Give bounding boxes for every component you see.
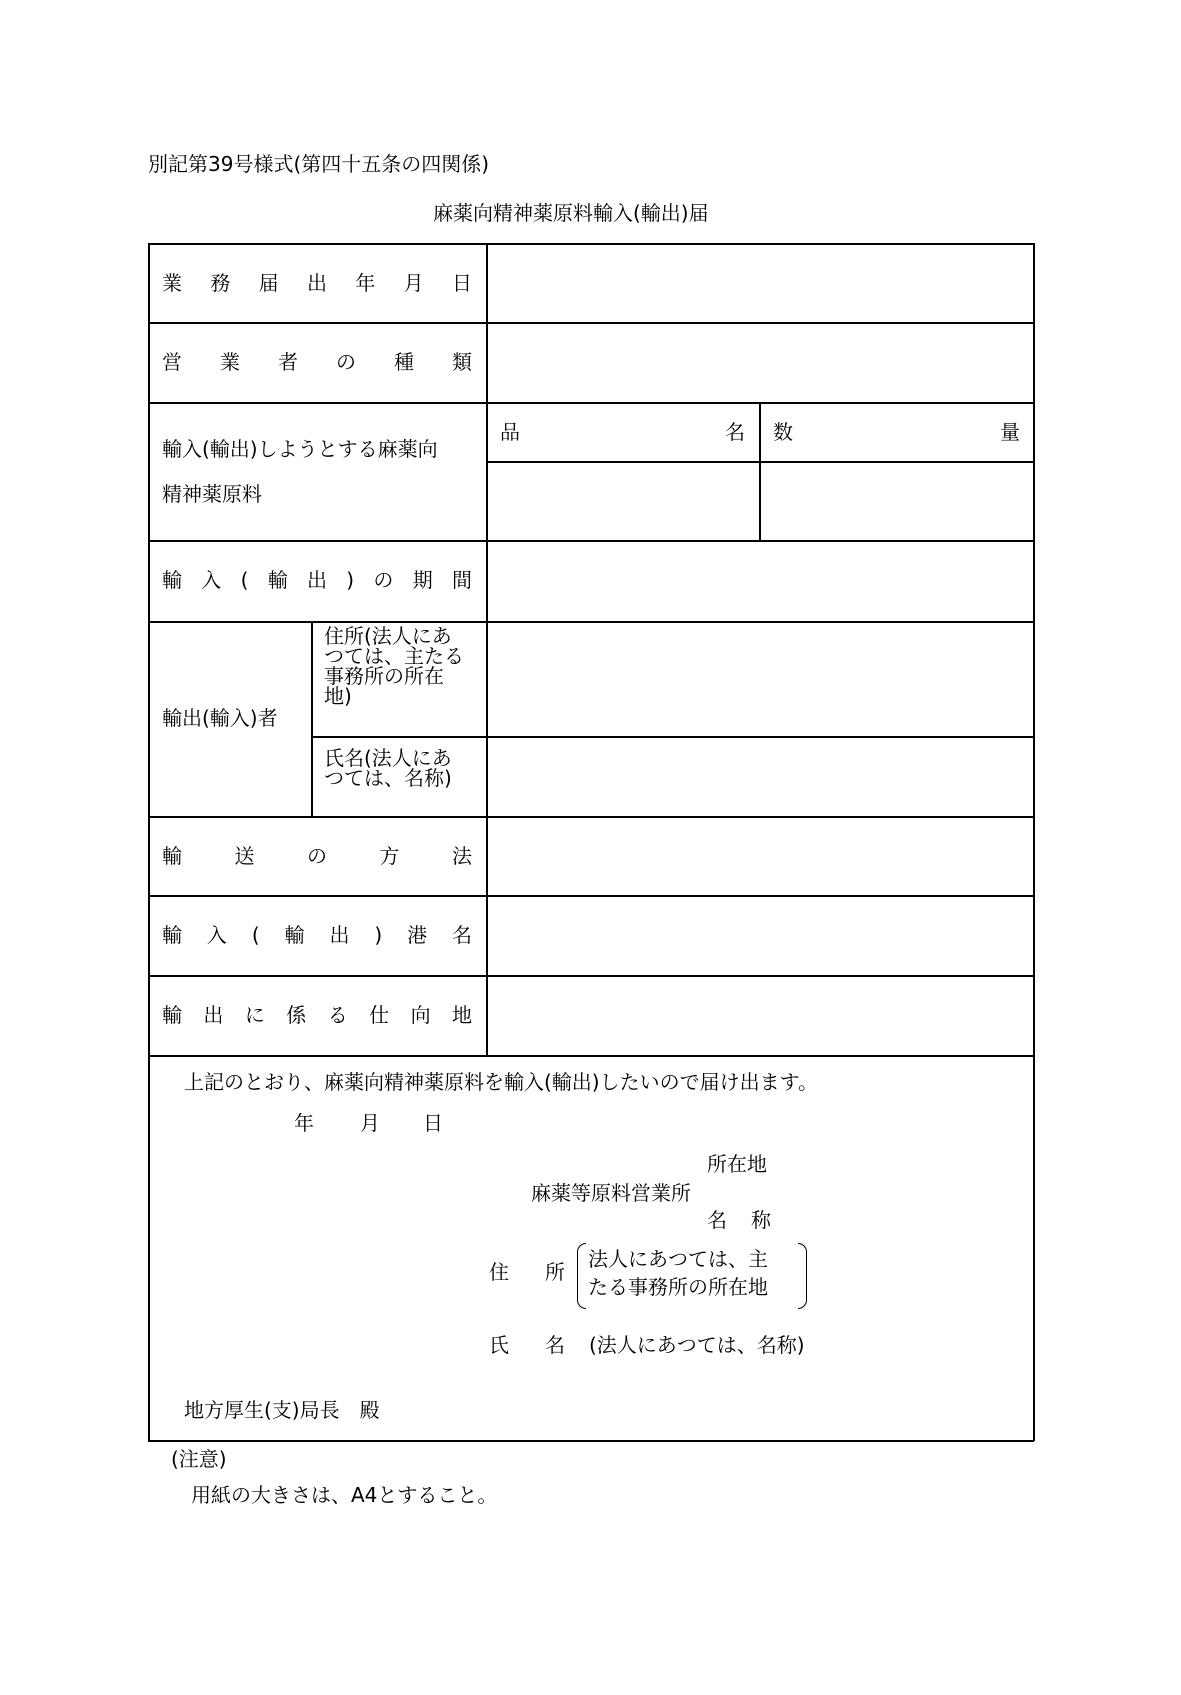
right-bracket	[798, 1243, 807, 1309]
address-note-line1: 法人にあつては、主	[588, 1247, 768, 1271]
label-notification-date: 業務届出年月日	[162, 271, 472, 295]
address-note-line2: たる事務所の所在地	[588, 1275, 768, 1299]
party-address-line: 住所(法人にあ	[324, 624, 452, 648]
label-period: 輸入(輸出)の期間	[162, 568, 472, 592]
form-reference: 別記第39号様式(第四十五条の四関係)	[148, 152, 490, 176]
notes-text: 用紙の大きさは、A4とすること。	[191, 1483, 498, 1507]
notes-heading: (注意)	[171, 1447, 227, 1471]
party-name-line: つては、名称)	[324, 766, 452, 790]
field-transport[interactable]	[490, 819, 1030, 893]
form-title: 麻薬向精神薬原料輸入(輸出)届	[433, 201, 709, 225]
name-label-1: 名	[707, 1208, 727, 1232]
label-business-type: 営業者の種類	[162, 350, 472, 374]
field-party-address[interactable]	[490, 624, 1030, 734]
label-material-line2: 精神薬原料	[162, 482, 262, 506]
header-product-name: 品名	[500, 420, 745, 444]
field-destination[interactable]	[490, 978, 1030, 1053]
field-party-name[interactable]	[490, 739, 1030, 814]
party-address-line: 地)	[324, 684, 352, 708]
address-label-2: 所	[545, 1260, 565, 1284]
label-party: 輸出(輸入)者	[162, 706, 278, 730]
field-port[interactable]	[490, 898, 1030, 973]
label-material-line1: 輸入(輸出)しようとする麻薬向	[162, 437, 438, 461]
office-label: 麻薬等原料営業所	[531, 1181, 691, 1205]
location-label: 所在地	[707, 1152, 767, 1176]
field-quantity[interactable]	[763, 464, 1030, 538]
date-year: 年	[294, 1111, 314, 1135]
name-label-2: 称	[751, 1208, 771, 1232]
header-quantity: 数量	[773, 420, 1020, 444]
left-bracket	[577, 1243, 586, 1309]
label-destination: 輸出に係る仕向地	[162, 1003, 472, 1027]
field-product-name[interactable]	[490, 464, 756, 538]
label-port: 輸入(輸出)港名	[162, 923, 472, 947]
field-business-type[interactable]	[490, 325, 1030, 400]
person-note: (法人にあつては、名称)	[589, 1333, 805, 1357]
address-label-1: 住	[489, 1260, 509, 1284]
party-name-line: 氏名(法人にあ	[324, 746, 452, 770]
label-party-address	[324, 626, 472, 706]
person-label-1: 氏	[489, 1333, 509, 1357]
person-label-2: 名	[545, 1333, 565, 1357]
field-notification-date[interactable]	[490, 246, 1030, 320]
party-address-line: つては、主たる	[324, 644, 464, 668]
field-period[interactable]	[490, 543, 1030, 619]
party-address-line: 事務所の所在	[324, 664, 444, 688]
declaration-statement: 上記のとおり、麻薬向精神薬原料を輸入(輸出)したいので届け出ます。	[184, 1070, 819, 1094]
date-day: 日	[423, 1111, 443, 1135]
addressee: 地方厚生(支)局長 殿	[184, 1398, 380, 1422]
label-party-name	[324, 748, 472, 788]
date-month: 月	[360, 1111, 380, 1135]
label-transport: 輸送の方法	[162, 844, 472, 868]
